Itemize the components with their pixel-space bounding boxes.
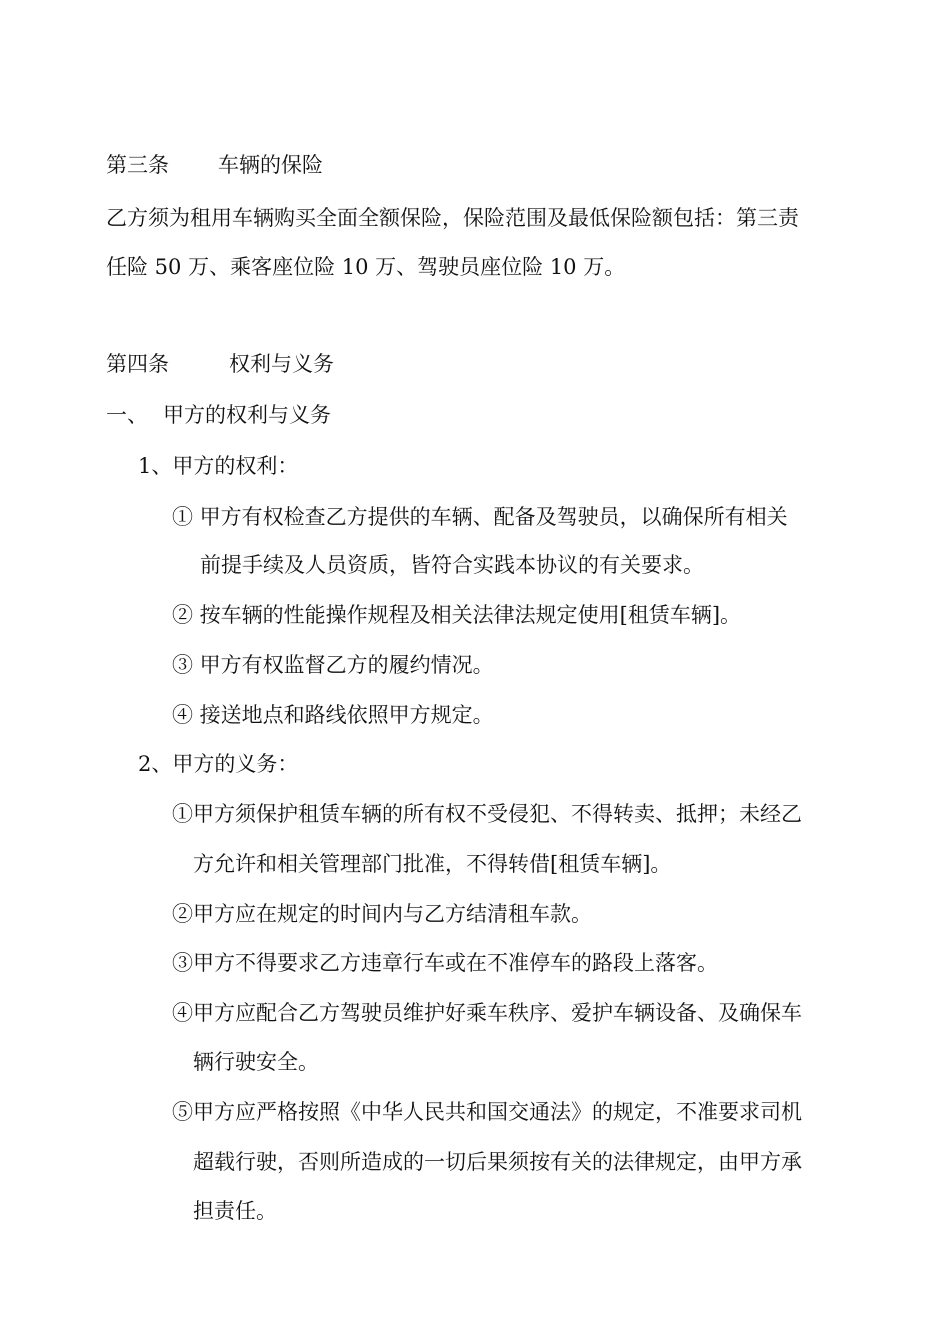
rights-item-1-line2: 前提手续及人员资质，皆符合实践本协议的有关要求。: [200, 553, 704, 577]
article3-number: 第三条: [106, 153, 169, 177]
article4-title: 权利与义务: [229, 352, 334, 376]
article3-title: 车辆的保险: [218, 153, 323, 177]
rights-item-2: ② 按车辆的性能操作规程及相关法律法规定使用[租赁车辆]。: [172, 603, 742, 627]
article4-heading: [106, 351, 334, 377]
section1-number: 一、: [106, 403, 148, 427]
duties-item-1-line1: ①甲方须保护租赁车辆的所有权不受侵犯、不得转卖、抵押；未经乙: [172, 802, 802, 826]
article3-heading: [106, 152, 323, 178]
duties-item-2: ②甲方应在规定的时间内与乙方结清租车款。: [172, 902, 592, 926]
duties-item-4-line2: 辆行驶安全。: [193, 1050, 319, 1074]
article3-body-line1: 乙方须为租用车辆购买全面全额保险，保险范围及最低保险额包括：第三责: [106, 206, 799, 230]
duties-item-5-line3: 担责任。: [193, 1199, 277, 1223]
duties-heading: 2、甲方的义务：: [138, 752, 299, 776]
duties-item-5-line1: ⑤甲方应严格按照《中华人民共和国交通法》的规定，不准要求司机: [172, 1100, 802, 1124]
section1-heading: [106, 402, 331, 428]
rights-item-3: ③ 甲方有权监督乙方的履约情况。: [172, 653, 494, 677]
section1-title: 甲方的权利与义务: [163, 403, 331, 427]
duties-item-1-line2: 方允许和相关管理部门批准，不得转借[租赁车辆]。: [193, 852, 672, 876]
duties-item-5-line2: 超载行驶，否则所造成的一切后果须按有关的法律规定，由甲方承: [193, 1150, 802, 1174]
article3-body-line2: 任险 50 万、乘客座位险 10 万、驾驶员座位险 10 万。: [106, 255, 626, 279]
rights-item-1-line1: ① 甲方有权检查乙方提供的车辆、配备及驾驶员，以确保所有相关: [172, 505, 788, 529]
rights-item-4: ④ 接送地点和路线依照甲方规定。: [172, 703, 494, 727]
rights-heading: 1、甲方的权利：: [138, 454, 299, 478]
duties-item-3: ③甲方不得要求乙方违章行车或在不准停车的路段上落客。: [172, 951, 718, 975]
article4-number: 第四条: [106, 352, 169, 376]
duties-item-4-line1: ④甲方应配合乙方驾驶员维护好乘车秩序、爱护车辆设备、及确保车: [172, 1001, 802, 1025]
